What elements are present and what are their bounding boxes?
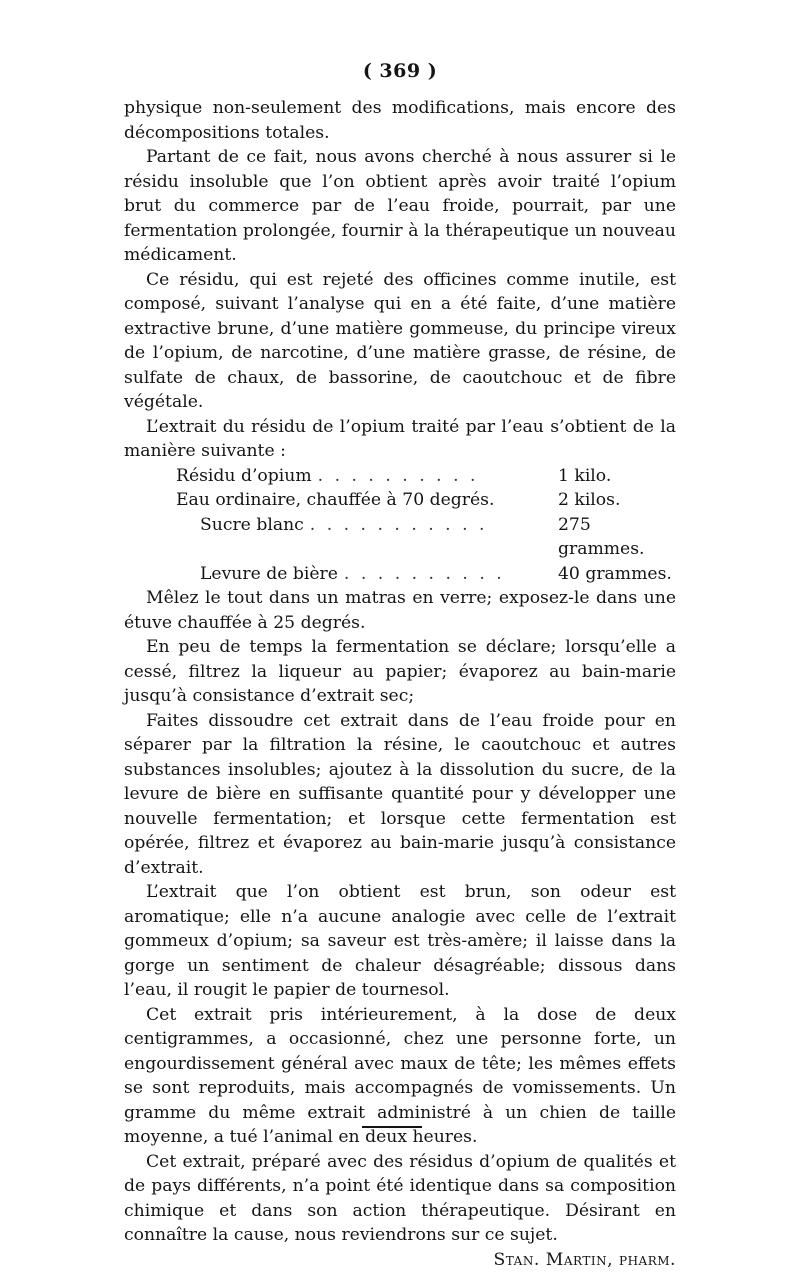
recipe-quantity: 2 kilos. (558, 488, 676, 513)
paragraph-6: En peu de temps la fermentation se déclare; lorsqu’elle a cessé, filtrez la liqueur au papier; évaporez au bain-marie jusqu’à consistance d’extrait sec; (124, 635, 676, 709)
paragraph-4: L’extrait du résidu de l’opium traité par l’eau s’obtient de la manière suivante : (124, 415, 676, 464)
recipe-leader: . . . . . . . . . . . (304, 513, 558, 538)
recipe-row (124, 513, 676, 562)
recipe-row (124, 562, 676, 587)
recipe-row (124, 464, 676, 489)
signature-line (124, 1248, 676, 1272)
recipe-item: Sucre blanc (200, 513, 304, 538)
recipe-list (124, 464, 676, 587)
paragraph-10: Cet extrait, préparé avec des résidus d’opium de qualités et de pays différents, n’a point été identique dans sa composition chimique et dans son action thérapeutique. Désirant en connaître la cause, nous reviendrons sur ce sujet. (124, 1150, 676, 1248)
paragraph-5: Mêlez le tout dans un matras en verre; exposez-le dans une étuve chauffée à 25 degrés. (124, 586, 676, 635)
recipe-leader: . . . . . . . . . . (312, 464, 558, 489)
recipe-row (124, 488, 676, 513)
recipe-quantity: 40 grammes. (558, 562, 676, 587)
recipe-quantity: 1 kilo. (558, 464, 676, 489)
signature: Stan. Martin, pharm. (494, 1248, 676, 1272)
body-text (124, 96, 676, 1272)
paragraph-9: Cet extrait pris intérieurement, à la dose de deux centigrammes, a occasionné, chez une personne forte, un engourdissement général avec maux de tête; les mêmes effets se sont reproduits, mais accompagnés de vomissements. Un gramme du même extrait administré à un chien de taille moyenne, a tué l’animal en deux heures. (124, 1003, 676, 1150)
paragraph-7: Faites dissoudre cet extrait dans de l’eau froide pour en séparer par la filtration la résine, le caoutchouc et autres substances insolubles; ajoutez à la dissolution du sucre, de la levure de bière en suffisante quantité pour y développer une nouvelle fermentation; et lorsque cette fermentation est opérée, filtrez et évaporez au bain-marie jusqu’à consistance d’extrait. (124, 709, 676, 881)
page-number: ( 369 ) (0, 60, 800, 82)
paragraph-8: L’extrait que l’on obtient est brun, son odeur est aromatique; elle n’a aucune analogie avec celle de l’extrait gommeux d’opium; sa saveur est très-amère; il laisse dans la gorge un sentiment de chaleur désagréable; dissous dans l’eau, il rougit le papier de tournesol. (124, 880, 676, 1003)
recipe-item: Résidu d’opium (176, 464, 312, 489)
recipe-leader: . . . . . . . . . . (338, 562, 558, 587)
recipe-quantity: 275 grammes. (558, 513, 676, 562)
paragraph-2: Partant de ce fait, nous avons cherché à nous assurer si le résidu insoluble que l’on obtient après avoir traité l’opium brut du commerce par de l’eau froide, pourrait, par une fermentation prolongée, fournir à la thérapeutique un nouveau médicament. (124, 145, 676, 268)
paragraph-3: Ce résidu, qui est rejeté des officines comme inutile, est composé, suivant l’analyse qui en a été faite, d’une matière extractive brune, d’une matière gommeuse, du principe vireux de l’opium, de narcotine, d’une matière grasse, de résine, de sulfate de chaux, de bassorine, de caoutchouc et de fibre végétale. (124, 268, 676, 415)
recipe-item: Eau ordinaire, chauffée à 70 degrés. (176, 488, 494, 513)
paragraph-1: physique non-seulement des modifications, mais encore des décompositions totales. (124, 96, 676, 145)
recipe-item: Levure de bière (200, 562, 338, 587)
end-rule (362, 1126, 422, 1128)
